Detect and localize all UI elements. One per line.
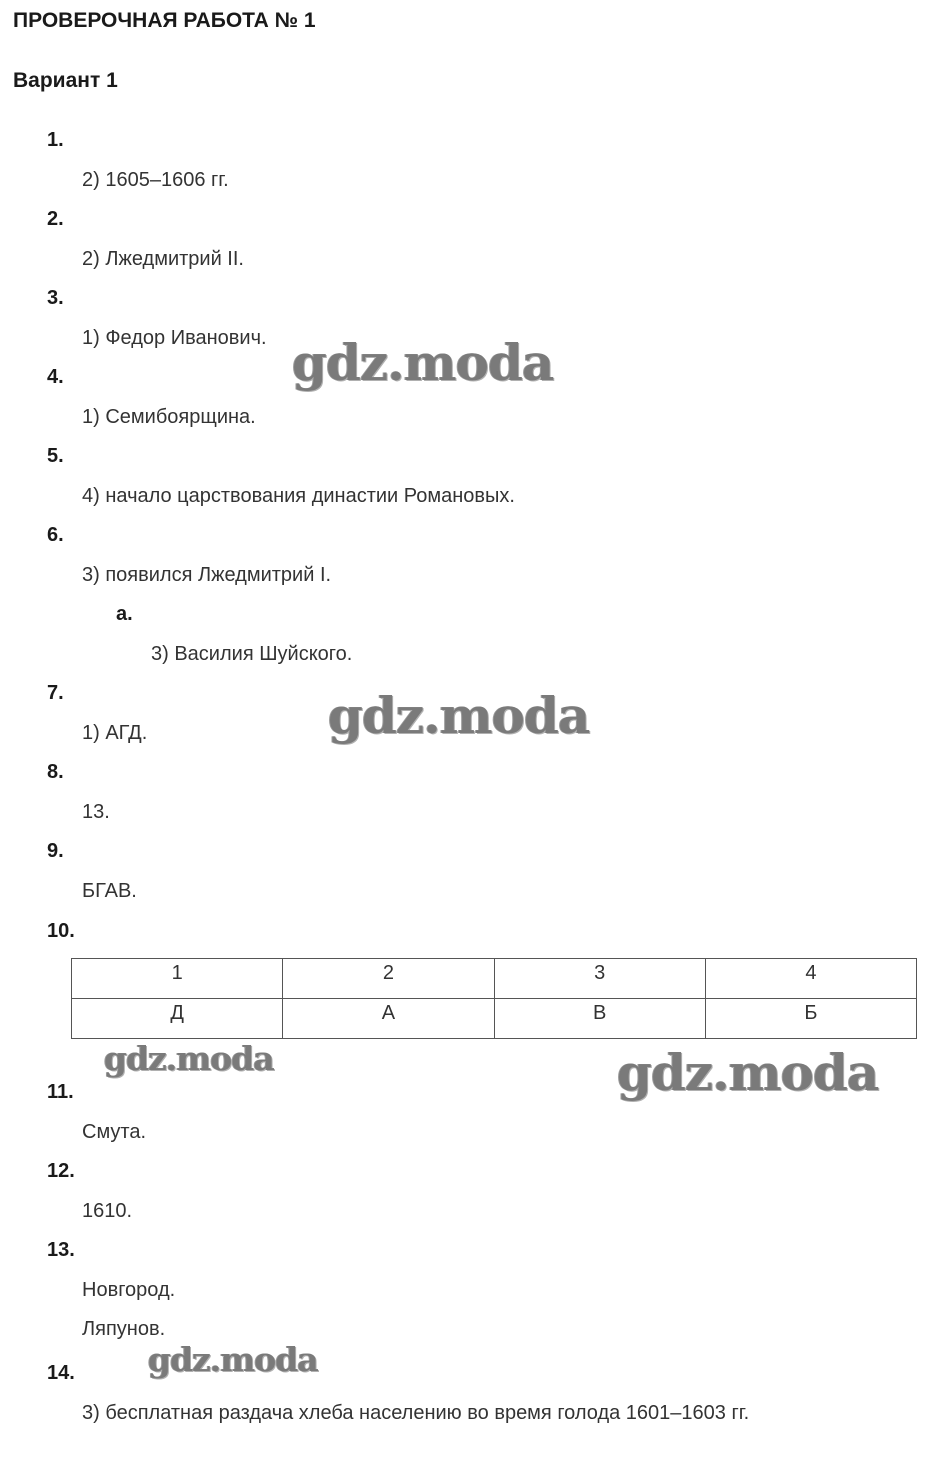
question-number: 14. [47, 1362, 75, 1384]
table-cell: А [283, 999, 494, 1039]
question-number: 6. [47, 524, 64, 546]
table-cell: В [494, 999, 705, 1039]
question-number: 11. [47, 1081, 74, 1103]
page-title: ПРОВЕРОЧНАЯ РАБОТА № 1 [13, 9, 316, 32]
answer-text: 2) 1605–1606 гг. [82, 169, 229, 191]
answer-text: Смута. [82, 1121, 147, 1143]
table-header-row [72, 959, 917, 999]
watermark: gdz.moda [104, 1039, 274, 1078]
answer-text: 1) Семибоярщина. [82, 406, 256, 428]
answer-text: Ляпунов. [82, 1318, 166, 1340]
answer-text: 1) АГД. [82, 722, 148, 744]
question-number: 9. [47, 840, 64, 862]
answer-text: Новгород. [82, 1279, 176, 1301]
question-number: 1. [47, 129, 64, 151]
answer-text: БГАВ. [82, 880, 137, 902]
watermark: gdz.moda [148, 1340, 318, 1379]
question-number: 5. [47, 445, 64, 467]
answer-text: 1) Федор Иванович. [82, 327, 267, 349]
watermark: gdz.moda [617, 1043, 879, 1102]
watermark: gdz.moda [292, 333, 554, 392]
table-cell: Б [705, 999, 916, 1039]
watermark: gdz.moda [328, 686, 590, 745]
question-number: 12. [47, 1160, 75, 1182]
answer-text: 1610. [82, 1200, 133, 1222]
table-row [72, 999, 917, 1039]
question-number: 8. [47, 761, 64, 783]
answer-text: 13. [82, 801, 110, 823]
question-number: 2. [47, 208, 64, 230]
answer-text: 2) Лжедмитрий II. [82, 248, 244, 270]
question-number: 13. [47, 1239, 75, 1261]
table-cell: 1 [72, 959, 283, 999]
table-cell: 2 [283, 959, 494, 999]
table-cell: 3 [494, 959, 705, 999]
sub-question-label: а. [116, 603, 133, 625]
answer-text: 3) появился Лжедмитрий I. [82, 564, 332, 586]
answer-text: 3) бесплатная раздача хлеба населению во время голода 1601–1603 гг. [82, 1402, 750, 1424]
matching-table [71, 958, 917, 1039]
answer-text: 4) начало царствования династии Романовых. [82, 485, 515, 507]
table-cell: 4 [705, 959, 916, 999]
table-cell: Д [72, 999, 283, 1039]
question-number: 7. [47, 682, 64, 704]
variant-heading: Вариант 1 [13, 69, 118, 92]
question-number: 3. [47, 287, 64, 309]
question-number: 4. [47, 366, 64, 388]
sub-answer-text: 3) Василия Шуйского. [151, 643, 353, 665]
question-number: 10. [47, 920, 75, 942]
